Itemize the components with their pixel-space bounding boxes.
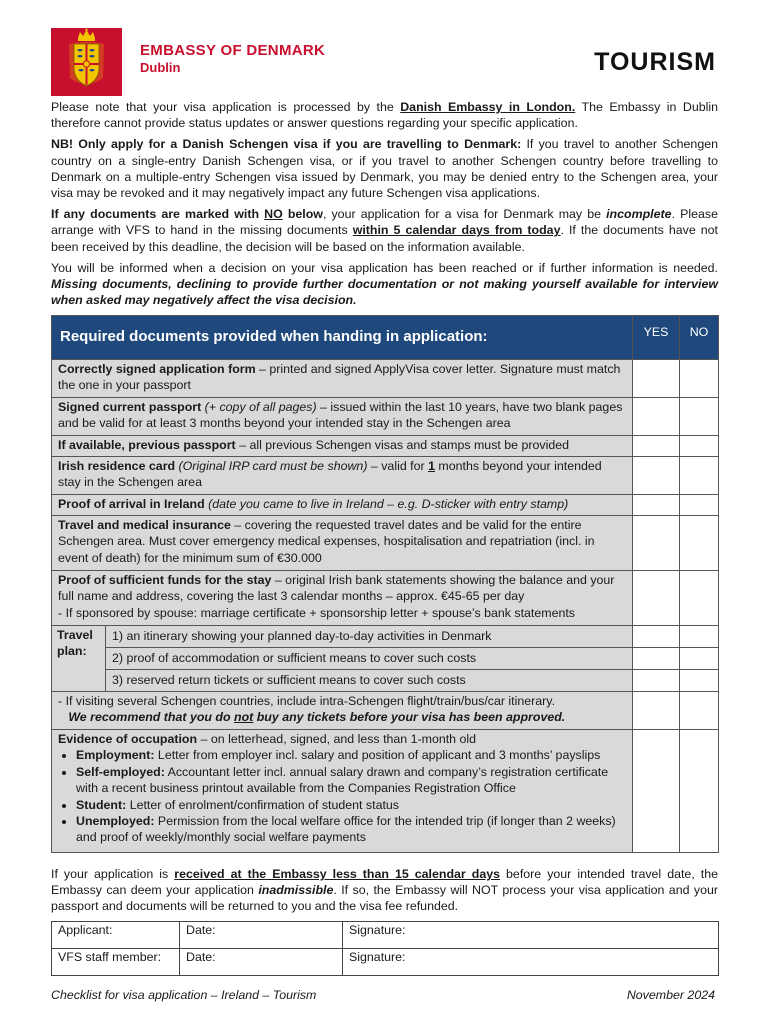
- footer: [51, 988, 718, 1002]
- yes-checkbox[interactable]: [633, 457, 680, 495]
- p4-text: You will be informed when a decision on your visa application has been reached or if further information is needed.: [51, 260, 718, 275]
- yes-checkbox[interactable]: [633, 516, 680, 571]
- no-checkbox[interactable]: [680, 457, 719, 495]
- p1-text-a: Please note that your visa application is processed by the: [51, 100, 401, 114]
- table-row: [52, 692, 719, 730]
- yes-checkbox[interactable]: [633, 398, 680, 436]
- travel-plan-item: 1) an itinerary showing your planned day-to-day activities in Denmark: [106, 626, 633, 648]
- yes-checkbox[interactable]: [633, 730, 680, 853]
- row-sufficient-funds: Proof of sufficient funds for the stay – original Irish bank statements showing the balance and your full name and address, covering the last 3 calendar months – approx. €45-65 per day - If sponsored by spouse: marriage certificate + sponsorship letter + spouse’s bank statements: [52, 571, 633, 626]
- row-previous-passport: If available, previous passport – all previous Schengen visas and stamps must be provided: [52, 436, 633, 457]
- no-checkbox[interactable]: [680, 360, 719, 398]
- header: [51, 28, 719, 98]
- embassy-title-block: [140, 42, 325, 75]
- table-row: [52, 457, 719, 495]
- yes-checkbox[interactable]: [633, 571, 680, 626]
- no-checkbox[interactable]: [680, 495, 719, 516]
- footer-date: November 2024: [626, 988, 715, 1002]
- document-type-title: TOURISM: [594, 48, 716, 76]
- yes-checkbox[interactable]: [633, 670, 680, 692]
- yes-checkbox[interactable]: [633, 626, 680, 648]
- no-checkbox[interactable]: [680, 670, 719, 692]
- no-checkbox[interactable]: [680, 648, 719, 670]
- after-text-c: . If so, the Embassy will NOT process your visa application and your passport and documents will be returned to you and the visa fee refunded.: [51, 883, 718, 914]
- after-inadmissible: inadmissible: [258, 883, 334, 898]
- yes-checkbox[interactable]: [633, 495, 680, 516]
- p3-incomplete: incomplete: [606, 207, 672, 222]
- table-header-row: [52, 316, 719, 360]
- intro-paragraph-3: [51, 206, 718, 255]
- yes-checkbox[interactable]: [633, 692, 680, 730]
- row-proof-of-arrival: Proof of arrival in Ireland (date you came to live in Ireland – e.g. D-sticker with entry stamp): [52, 495, 633, 516]
- embassy-name: EMBASSY OF DENMARK: [140, 42, 326, 59]
- footer-title: Checklist for visa application – Ireland – Tourism: [51, 988, 317, 1002]
- table-row: [52, 648, 719, 670]
- row-application-form: Correctly signed application form – printed and signed ApplyVisa cover letter. Signature must match the one in your passport: [52, 360, 633, 398]
- travel-plan-item: 3) reserved return tickets or sufficient means to cover such costs: [106, 670, 633, 692]
- p4-warning: Missing documents, declining to provide further documentation or not making yourself available for interview when asked may negatively affect the visa decision.: [51, 277, 718, 308]
- p2-text: If you travel to another Schengen country on a single-entry Danish Schengen visa, or if you travel to another Schengen country before travelling to Denmark on a multiple-entry Schengen visa issued by Denmark, you may be denied entry to the Schengen area, your visa may be revoked and it may negatively impact any future Schengen visa applications.: [51, 137, 718, 201]
- required-documents-table: [51, 315, 719, 853]
- no-checkbox[interactable]: [680, 626, 719, 648]
- after-text-b: before your intended travel date, the Embassy can deem your application: [51, 867, 719, 898]
- embassy-city: Dublin: [140, 60, 181, 75]
- travel-plan-label: Travel plan:: [52, 626, 106, 692]
- row-schengen-itinerary: - If visiting several Schengen countries, include intra-Schengen flight/train/bus/car itinerary. We recommend that you do not buy any tickets before your visa has been approved.: [52, 692, 633, 730]
- table-row: [52, 436, 719, 457]
- table-row: [52, 730, 719, 853]
- table-row: [52, 922, 719, 949]
- table-row: [52, 670, 719, 692]
- list-item: • Unemployed: Permission from the local welfare office for the intended trip (if longer than 2 weeks) and proof of weekly/monthly social welfare payments: [76, 813, 626, 846]
- london-embassy-reference: Danish Embassy in London.: [400, 100, 576, 114]
- no-checkbox[interactable]: [680, 436, 719, 457]
- vfs-signature-field[interactable]: Signature:: [343, 949, 719, 976]
- p3-bold-b: below: [282, 207, 323, 222]
- table-row: [52, 626, 719, 648]
- applicant-date-field[interactable]: Date:: [180, 922, 343, 949]
- applicant-signature-field[interactable]: Signature:: [343, 922, 719, 949]
- no-checkbox[interactable]: [680, 571, 719, 626]
- table-row: [52, 398, 719, 436]
- royal-crest-icon: [51, 28, 122, 96]
- signature-table: [51, 921, 719, 976]
- p3-text-c: . If the documents have not been received by this deadline, the decision will be based on the information available.: [51, 223, 719, 254]
- p3-bold-a: If any documents are marked with: [51, 207, 265, 222]
- p3-text-a: , your application for a visa for Denmark may be: [322, 207, 607, 222]
- intro-paragraph-2: [51, 136, 718, 201]
- p3-text-b: . Please arrange with VFS to hand in the missing documents: [51, 207, 718, 238]
- p3-no: NO: [264, 207, 283, 222]
- row-passport: Signed current passport (+ copy of all pages) – issued within the last 10 years, have two blank pages and be valid for at least 3 months beyond your intended stay in the Schengen area: [52, 398, 633, 436]
- intro-text: [51, 99, 718, 313]
- yes-checkbox[interactable]: [633, 436, 680, 457]
- table-row: [52, 949, 719, 976]
- list-item: • Self-employed: Accountant letter incl. annual salary drawn and company’s registration certificate with a recent business printout available from the Companies Registration Office: [76, 764, 626, 797]
- table-row: [52, 516, 719, 571]
- intro-paragraph-1: [51, 99, 718, 131]
- no-checkbox[interactable]: [680, 398, 719, 436]
- p1-text-b: The Embassy in Dublin therefore cannot provide status updates or answer questions regarding your specific application.: [51, 100, 719, 131]
- p3-deadline: within 5 calendar days from today: [352, 223, 561, 238]
- intro-paragraph-4: [51, 260, 718, 309]
- no-checkbox[interactable]: [680, 730, 719, 853]
- yes-column-header: YES: [633, 316, 680, 360]
- no-column-header: NO: [680, 316, 719, 360]
- list-item: • Employment: Letter from employer incl. salary and position of applicant and 3 months’ payslips: [76, 747, 626, 763]
- p2-bold: NB! Only apply for a Danish Schengen visa if you are travelling to Denmark:: [51, 137, 522, 152]
- applicant-label: Applicant:: [52, 922, 180, 949]
- embassy-logo: [51, 28, 122, 96]
- yes-checkbox[interactable]: [633, 360, 680, 398]
- row-occupation: Evidence of occupation – on letterhead, signed, and less than 1-month old • Employment: Letter from employer incl. salary and position of applicant and 3 months’ payslips • Self-employed: Accountant letter incl. annual salary drawn and company’s registration certificate with a recent business printout available from the Companies Registration Office • Student: Letter of enrolment/confirmation of student status • Unemployed: Permission from the local welfare office for the intended trip (if longer than 2 weeks) and proof of weekly/monthly social welfare payments: [52, 730, 633, 853]
- no-checkbox[interactable]: [680, 692, 719, 730]
- row-insurance: Travel and medical insurance – covering the requested travel dates and be valid for the entire Schengen area. Must cover emergency medical expenses, hospitalisation and repatriation (incl. in event of death) for the minimum sum of €30.000: [52, 516, 633, 571]
- yes-checkbox[interactable]: [633, 648, 680, 670]
- inadmissible-notice: [51, 866, 718, 915]
- row-residence-card: Irish residence card (Original IRP card must be shown) – valid for 1 months beyond your intended stay in the Schengen area: [52, 457, 633, 495]
- table-title: Required documents provided when handing in application:: [52, 316, 633, 360]
- table-row: [52, 571, 719, 626]
- vfs-staff-label: VFS staff member:: [52, 949, 180, 976]
- no-checkbox[interactable]: [680, 516, 719, 571]
- after-deadline: received at the Embassy less than 15 calendar days: [174, 867, 501, 881]
- occupation-list: [58, 747, 626, 845]
- list-item: • Student: Letter of enrolment/confirmation of student status: [76, 797, 626, 813]
- travel-plan-item: 2) proof of accommodation or sufficient means to cover such costs: [106, 648, 633, 670]
- table-row: [52, 495, 719, 516]
- table-row: [52, 360, 719, 398]
- after-text-a: If your application is: [51, 867, 175, 881]
- vfs-date-field[interactable]: Date:: [180, 949, 343, 976]
